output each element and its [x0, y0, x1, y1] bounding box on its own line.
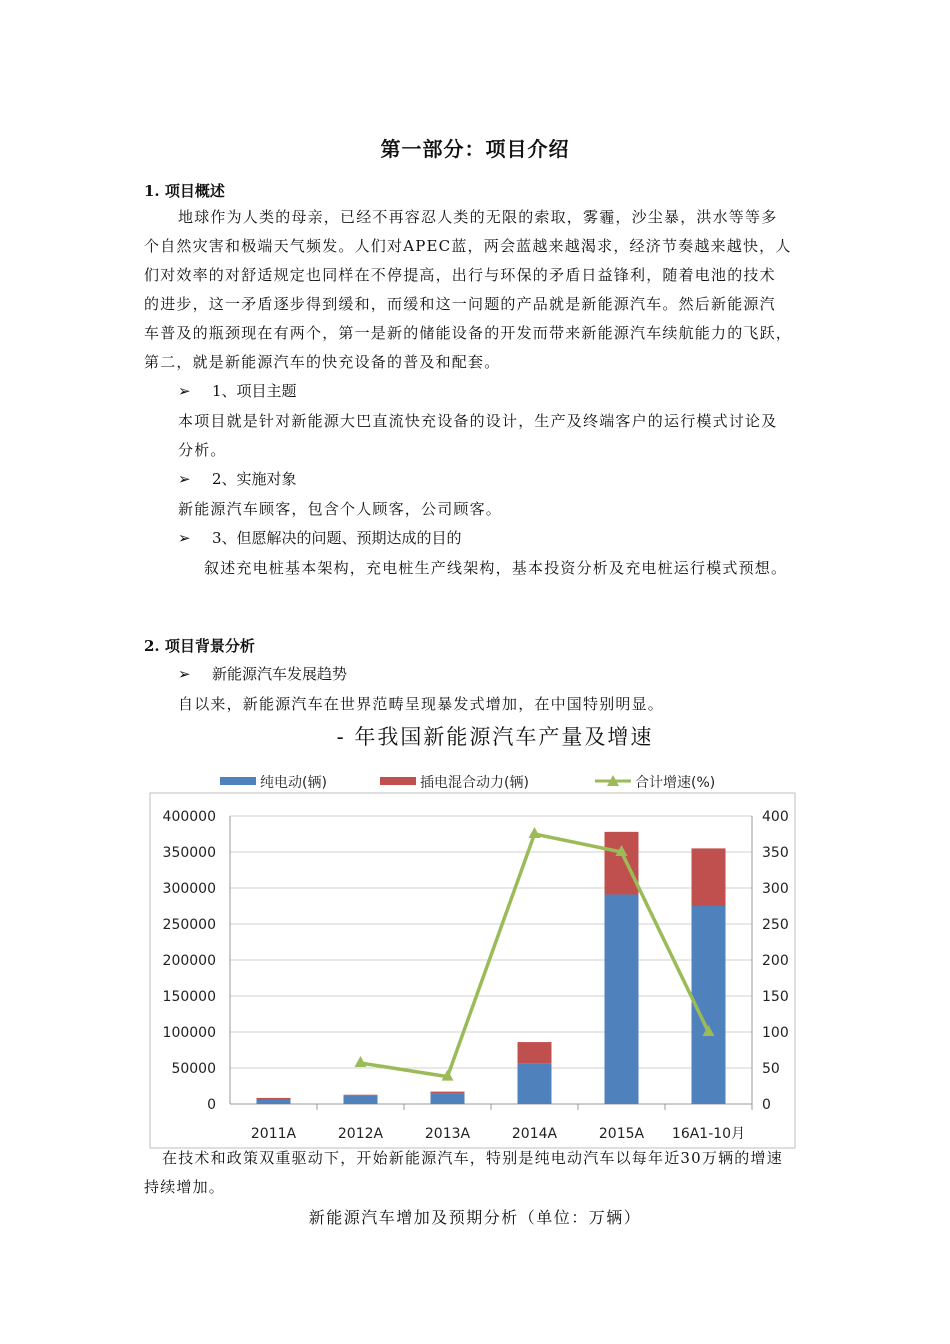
left-tick-label: 250000: [162, 917, 216, 933]
right-tick-label: 400: [762, 809, 789, 825]
section2-heading: 2. 项目背景分析: [144, 637, 255, 655]
right-tick-label: 200: [762, 953, 789, 969]
chart-title: - 年我国新能源汽车产量及增速: [336, 725, 654, 749]
bar-segment: [518, 1064, 552, 1104]
legend-label: 插电混合动力(辆): [420, 775, 529, 791]
bar-segment: [518, 1042, 552, 1064]
bullet-label: 2、实施对象: [212, 470, 297, 488]
bar-segment: [692, 848, 726, 906]
chart-legend: [220, 774, 715, 791]
left-tick-label: 200000: [162, 953, 216, 969]
legend-label: 纯电动(辆): [260, 775, 327, 791]
bullet-arrow-icon: ➢: [178, 470, 191, 488]
table-caption: 新能源汽车增加及预期分析（单位：万辆）: [308, 1208, 642, 1227]
goals-line-1: 叙述充电桩基本架构，充电桩生产线架构，基本投资分析及充电桩运行模式预想。: [204, 559, 788, 577]
legend-swatch: [380, 777, 416, 785]
left-axis-labels: [163, 809, 216, 1113]
category-labels: [251, 1126, 745, 1142]
bar-segment: [344, 1095, 378, 1096]
bullet-target: [178, 468, 297, 489]
left-tick-label: 150000: [162, 989, 216, 1005]
bullet-label: 新能源汽车发展趋势: [212, 665, 348, 683]
growth-polyline: [361, 834, 709, 1077]
bar-segment: [257, 1100, 291, 1104]
section1-para-line-2: 个自然灾害和极端天气频发。人们对APEC蓝，两会蓝越来越渴求，经济节奏越来越快，人: [144, 237, 792, 255]
bar-segment: [257, 1098, 291, 1100]
left-tick-label: 300000: [162, 881, 216, 897]
left-tick-label: 0: [207, 1097, 216, 1113]
bullet-arrow-icon: ➢: [178, 665, 191, 683]
bullet-label: 3、但愿解决的问题、预期达成的目的: [212, 529, 462, 547]
left-tick-label: 400000: [162, 809, 216, 825]
bar-segment: [605, 832, 639, 895]
bullet-label: 1、项目主题: [212, 382, 297, 400]
x-tick-label: 2015A: [598, 1126, 645, 1142]
x-tick-label: 2012A: [337, 1126, 384, 1142]
right-axis-labels: [762, 809, 789, 1113]
growth-marker: [529, 827, 541, 838]
right-tick-label: 250: [762, 917, 789, 933]
x-tick-label: 16A1-10月: [671, 1126, 746, 1142]
legend-label: 合计增速(%): [635, 775, 716, 791]
project-theme-line-2: 分析。: [178, 441, 227, 459]
bullet-arrow-icon: ➢: [178, 529, 191, 547]
section1-para-line-5: 车普及的瓶颈现在有两个，第一是新的储能设备的开发而带来新能源汽车续航能力的飞跃，: [144, 324, 793, 342]
bullet-trend: [178, 663, 347, 684]
section1-para-line-3: 们对效率的对舒适规定也同样在不停提高，出行与环保的矛盾日益锋利，随着电池的技术: [144, 266, 776, 284]
section2-intro: 自以来，新能源汽车在世界范畴呈现暴发式增加，在中国特别明显。: [178, 695, 665, 713]
right-tick-label: 50: [762, 1061, 780, 1077]
right-tick-label: 150: [762, 989, 789, 1005]
growth-marker: [355, 1056, 367, 1067]
x-tick-label: 2014A: [511, 1126, 558, 1142]
legend-swatch: [220, 777, 256, 785]
bar-segment: [431, 1094, 465, 1104]
right-tick-label: 300: [762, 881, 789, 897]
project-theme-line-1: 本项目就是针对新能源大巴直流快充设备的设计，生产及终端客户的运行模式讨论及: [178, 412, 778, 430]
bar-segment: [431, 1092, 465, 1094]
bullet-project-theme: [178, 380, 297, 401]
production-chart: [140, 758, 800, 1150]
x-tick-label: 2011A: [250, 1126, 297, 1142]
left-tick-label: 50000: [171, 1061, 216, 1077]
left-tick-label: 100000: [162, 1025, 216, 1041]
x-tick-label: 2013A: [424, 1126, 471, 1142]
page-title: 第一部分：项目介绍: [380, 137, 570, 161]
right-tick-label: 0: [762, 1097, 771, 1113]
target-line-1: 新能源汽车顾客，包含个人顾客，公司顾客。: [178, 500, 503, 518]
section1-para-line-6: 第二，就是新能源汽车的快充设备的普及和配套。: [144, 353, 501, 371]
bar-segment: [344, 1096, 378, 1104]
bullet-goals: [178, 527, 462, 548]
left-tick-label: 350000: [162, 845, 216, 861]
section2-after-line-2: 持续增加。: [144, 1178, 226, 1196]
bar-segment: [605, 894, 639, 1104]
right-tick-label: 350: [762, 845, 789, 861]
bullet-arrow-icon: ➢: [178, 382, 191, 400]
section1-para-line-4: 的进步，这一矛盾逐步得到缓和，而缓和这一问题的产品就是新能源汽车。然后新能源汽: [144, 295, 776, 313]
section2-after-line-1: 在技术和政策双重驱动下，开始新能源汽车，特别是纯电动汽车以每年近30万辆的增速: [162, 1149, 783, 1167]
section1-heading: 1. 项目概述: [144, 182, 225, 200]
right-tick-label: 100: [762, 1025, 789, 1041]
section1-para-line-1: 地球作为人类的母亲，已经不再容忍人类的无限的索取，雾霾，沙尘暴，洪水等等多: [178, 208, 778, 226]
